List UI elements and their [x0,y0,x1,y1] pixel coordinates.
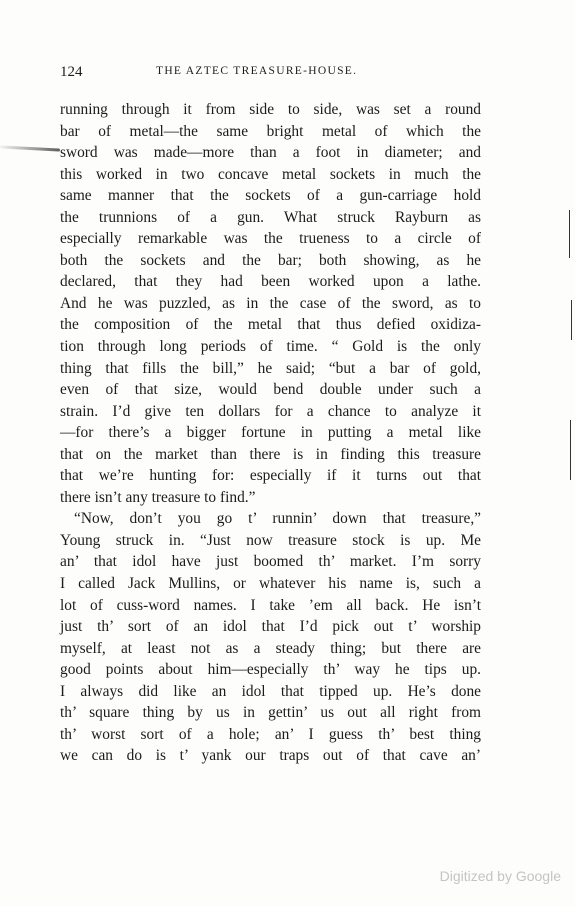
page-header [60,64,483,84]
body-text [60,99,481,767]
text-line: that we’re hunting for: especially if it turns out that [60,467,481,485]
text-line: I always did like an idol that tipped up. He’s done [60,682,481,700]
edge-mark [570,420,571,480]
text-line: that on the market than there is in finding this treasure [60,445,481,463]
edge-mark [569,210,570,258]
text-line: same manner that the sockets of a gun-carriage hold [60,187,481,205]
text-line: good points about him—especially th’ way he tips up. [60,661,481,679]
text-line: running through it from side to side, was set a round [60,101,481,118]
text-line: bar of metal—the same bright metal of which the [60,122,481,140]
text-line: especially remarkable was the trueness to a circle of [60,230,481,248]
running-title: THE AZTEC TREASURE-HOUSE. [156,65,358,77]
text-line: I called Jack Mullins, or whatever his name is, such a [60,575,481,593]
scan-mark [0,145,60,151]
text-line: we can do is t’ yank our traps out of that cave an’ [60,747,481,765]
text-line: strain. I’d give ten dollars for a chance to analyze it [60,402,481,420]
page-number: 124 [60,64,83,80]
text-line: th’ square thing by us in gettin’ us out all right from [60,704,481,722]
text-line: th’ worst sort of a hole; an’ I guess th’ best thing [60,725,481,743]
text-line: just th’ sort of an idol that I’d pick out t’ worship [60,618,481,636]
text-line: declared, that they had been worked upon a lathe. [60,273,481,291]
digitized-watermark: Digitized by Google [439,868,561,884]
text-line: tion through long periods of time. “ Gold is the only [60,338,481,356]
text-line: an’ that idol have just boomed th’ market. I’m sorry [60,553,481,571]
text-line: both the sockets and the bar; both showing, as he [60,251,481,269]
text-line: there isn’t any treasure to find.” [60,488,256,506]
text-line: “Now, don’t you go t’ runnin’ down that treasure,” [74,510,481,528]
text-line: even of that size, would bend double under such a [60,381,481,399]
edge-mark [571,300,572,340]
text-line: myself, at least not as a steady thing; but there are [60,639,481,657]
text-line: sword was made—more than a foot in diameter; and [60,144,481,162]
text-line: thing that fills the bill,” he said; “but a bar of gold, [60,359,481,377]
text-line: lot of cuss-word names. I take ’em all back. He isn’t [60,596,481,614]
text-line: Young struck in. “Just now treasure stock is up. Me [60,531,481,549]
text-line: this worked in two concave metal sockets in much the [60,165,481,183]
text-line: the trunnions of a gun. What struck Rayburn as [60,208,481,226]
text-line: —for there’s a bigger fortune in putting a metal like [60,424,481,442]
text-line: And he was puzzled, as in the case of the sword, as to [60,294,481,312]
text-line: the composition of the metal that thus defied oxidiza- [60,316,481,334]
